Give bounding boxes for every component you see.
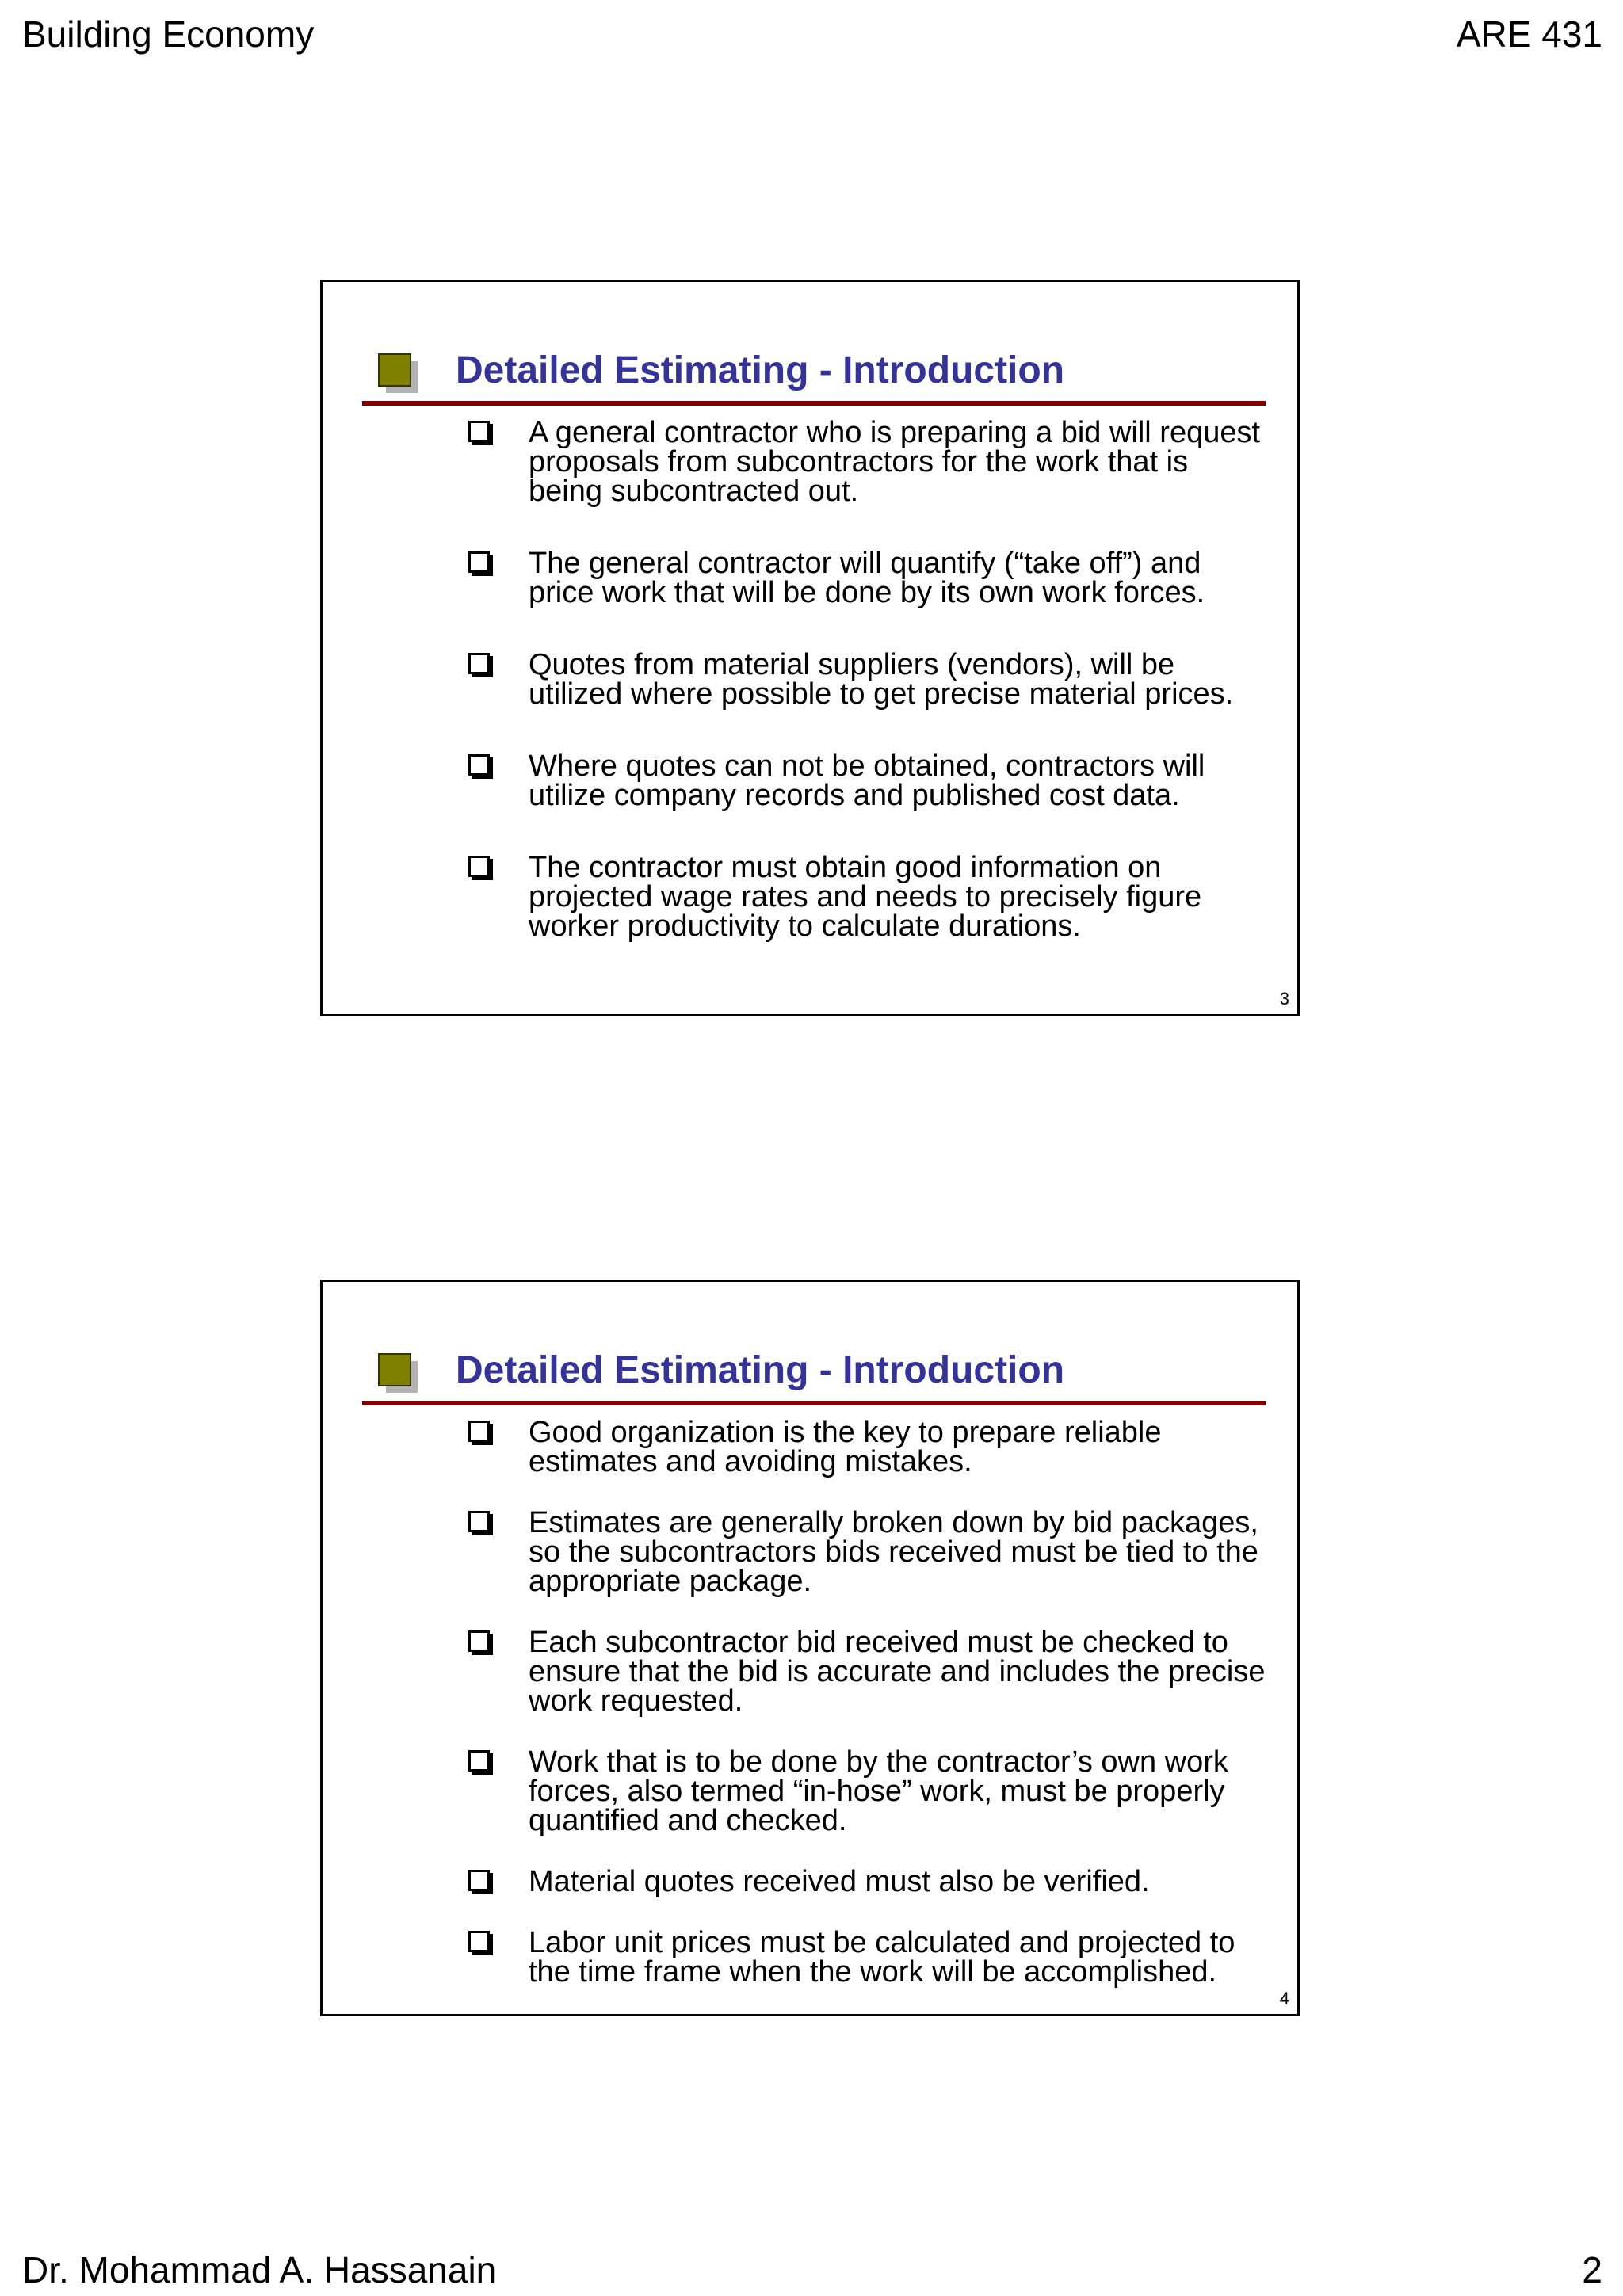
bullet-text: A general contractor who is preparing a bid will request proposals from subcontractors for the work that is being subcontracted out. (529, 416, 1261, 508)
checkbox-bullet-icon (468, 1750, 490, 1772)
slide-thumbnail (320, 1280, 1300, 2016)
checkbox-bullet-icon (468, 754, 490, 776)
title-square-icon (378, 1353, 419, 1394)
course-code: ARE 431 (1456, 13, 1602, 55)
bullet-list (465, 1418, 1266, 2019)
checkbox-bullet-icon (468, 653, 490, 674)
author-name: Dr. Mohammad A. Hassanain (22, 2249, 497, 2290)
list-item (465, 1628, 1266, 1716)
checkbox-bullet-icon (468, 1931, 490, 1952)
checkbox-bullet-icon (468, 421, 490, 442)
bullet-text: Material quotes received must also be verified. (529, 1865, 1150, 1898)
bullet-list (465, 418, 1266, 984)
list-item (465, 853, 1266, 941)
slide-number: 3 (1279, 989, 1289, 1009)
list-item (465, 1418, 1266, 1477)
checkbox-bullet-icon (468, 856, 490, 877)
slide-title: Detailed Estimating - Introduction (456, 349, 1065, 391)
bullet-text: Estimates are generally broken down by bid packages, so the subcontractors bids received must be tied to the appropriate package. (529, 1506, 1258, 1598)
bullet-text: Where quotes can not be obtained, contractors will utilize company records and published cost data. (529, 749, 1205, 812)
bullet-text: Good organization is the key to prepare reliable estimates and avoiding mistakes. (529, 1416, 1162, 1478)
list-item (465, 650, 1266, 709)
bullet-text: Labor unit prices must be calculated and projected to the time frame when the work will be accomplished. (529, 1926, 1235, 1989)
list-item (465, 749, 1266, 812)
bullet-text: Each subcontractor bid received must be checked to ensure that the bid is accurate and includes the precise work requested. (529, 1626, 1266, 1718)
course-title: Building Economy (22, 13, 315, 55)
bullet-text: Quotes from material suppliers (vendors), will be utilized where possible to get precise material prices. (529, 648, 1234, 711)
title-divider (362, 401, 1266, 406)
slide-thumbnail (320, 280, 1300, 1016)
checkbox-bullet-icon (468, 1630, 490, 1652)
list-item (465, 418, 1266, 506)
list-item (465, 1745, 1266, 1837)
bullet-text: The general contractor will quantify (“take off”) and price work that will be done by its own work forces. (529, 547, 1205, 609)
title-square-icon (378, 353, 419, 395)
list-item (465, 549, 1266, 608)
checkbox-bullet-icon (468, 551, 490, 573)
bullet-text: Work that is to be done by the contractor’s own work forces, also termed “in-hose” work, must be properly quantified and checked. (529, 1745, 1228, 1837)
checkbox-bullet-icon (468, 1511, 490, 1532)
list-item (465, 1867, 1266, 1897)
checkbox-bullet-icon (468, 1421, 490, 1442)
title-divider (362, 1401, 1266, 1405)
slide-number: 4 (1279, 1989, 1289, 2008)
bullet-text: The contractor must obtain good information on projected wage rates and needs to precisely figure worker productivity to calculate durations. (529, 851, 1202, 943)
page-number: 2 (1582, 2249, 1602, 2290)
slide-title: Detailed Estimating - Introduction (456, 1349, 1065, 1391)
list-item (465, 1928, 1266, 1987)
list-item (465, 1508, 1266, 1596)
checkbox-bullet-icon (468, 1870, 490, 1891)
